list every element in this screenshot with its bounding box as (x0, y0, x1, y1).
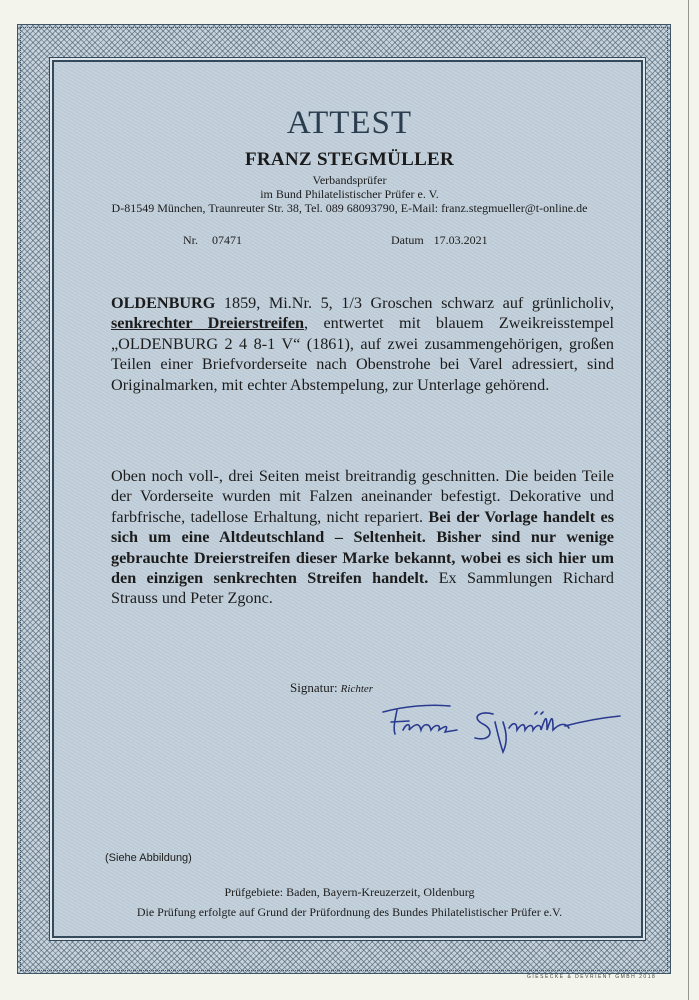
condition-paragraph (111, 466, 614, 609)
examiner-role: Verbandsprüfer (312, 173, 387, 187)
association: im Bund Philatelistischer Prüfer e. V. (260, 187, 439, 201)
cond-text-a: Oben noch voll-, drei Seiten meist breitrandig geschnitten. Die beiden Teile der Vorderseite wurden mit Falzen aneinander befestigt. Dekorative und farbfrische, tadellose Erhaltung, nicht repariert. (111, 467, 614, 526)
desc-text-a: 1859, Mi.Nr. 5, 1/3 Groschen schwarz auf grünlicholiv, (215, 294, 614, 312)
desc-text-b: , entwertet mit blauem Zweikreisstempel „OLDENBURG 2 4 8-1 V“ (1861), auf zwei zusammengehörigen, großen Teilen einer Briefvorderseite nach Obenstrohe bei Varel adressiert, sind Originalmarken, mit echter Abstempelung, zur Unterlage gehörend. (111, 314, 614, 394)
date-value: 17.03.2021 (433, 233, 488, 247)
see-figure-note: (Siehe Abbildung) (105, 852, 192, 864)
address-line: D-81549 München, Traunreuter Str. 38, Tel. 089 68093790, E-Mail: franz.stegmueller@t-online.de (111, 201, 588, 215)
signature-line (290, 680, 373, 696)
signature-label: Signatur: (290, 680, 338, 695)
rarity-statement: Bei der Vorlage handelt es sich um eine Altdeutschland – Seltenheit. Bisher sind nur wenige gebrauchte Dreierstreifen dieser Marke bekannt, wobei es sich hier um den einzigen senkrechten Streifen handelt. (111, 507, 614, 588)
number-label: Nr. (183, 233, 198, 247)
underlined-strip: senkrechter Dreierstreifen (111, 314, 305, 333)
examination-basis: Die Prüfung erfolgte auf Grund der Prüfordnung des Bundes Philatelistischer Prüfer e.V. (136, 905, 563, 919)
certificate-date (391, 233, 488, 248)
scan-edge (688, 0, 689, 1000)
date-label: Datum (391, 233, 424, 247)
examiner-name: FRANZ STEGMÜLLER (244, 149, 455, 170)
lead-bold: OLDENBURG (111, 294, 216, 312)
certificate-title: ATTEST (286, 105, 413, 141)
certificate-number (183, 233, 242, 248)
provenance: Ex Sammlungen Richard Strauss und Peter Zgonc. (111, 569, 614, 608)
number-value: 07471 (212, 233, 242, 247)
security-microprint: GIESECKE & DEVRIENT GMBH 2018 (527, 974, 657, 980)
examination-areas: Prüfgebiete: Baden, Bayern-Kreuzerzeit, Oldenburg (224, 885, 475, 899)
handwritten-signature (375, 700, 625, 760)
signature-value: Richter (340, 683, 374, 695)
description-paragraph (111, 293, 614, 395)
